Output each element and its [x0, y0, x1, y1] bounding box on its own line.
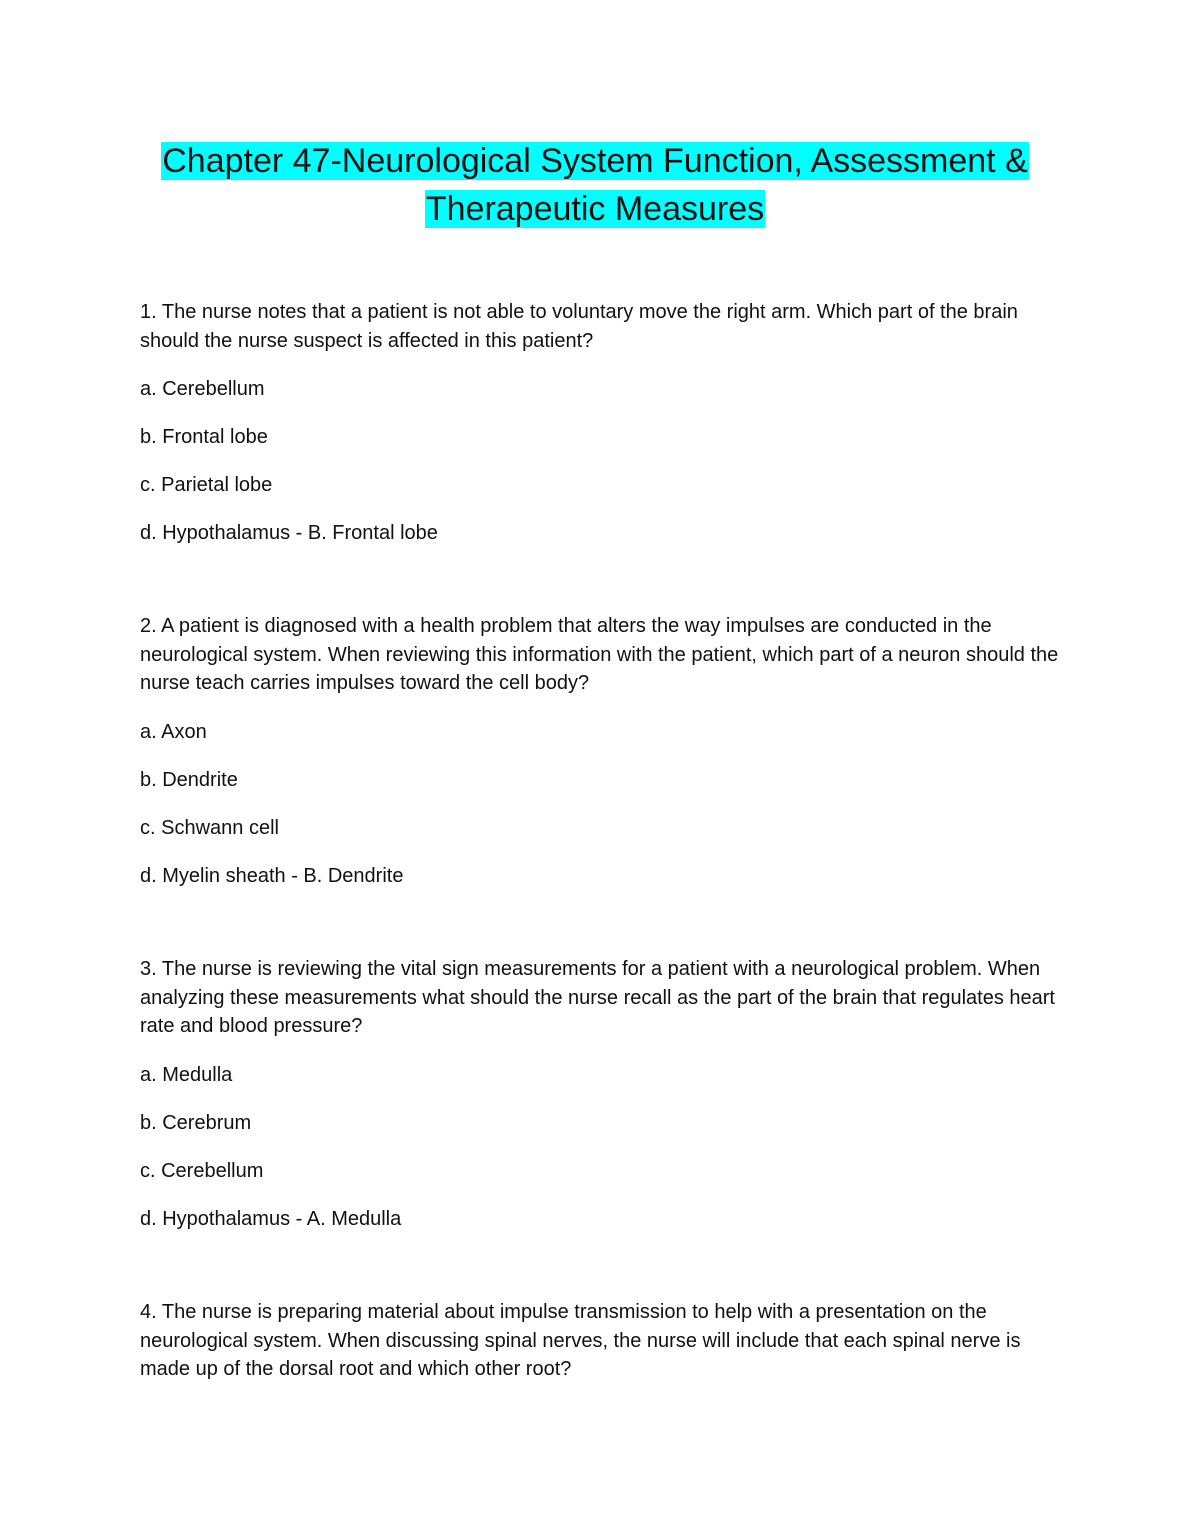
question-2: [140, 612, 1060, 890]
answer-option-b: b. Dendrite: [140, 768, 238, 791]
question-4: [140, 1298, 1060, 1384]
answer-option-c: c. Schwann cell: [140, 816, 279, 839]
answer-option-d: d. Myelin sheath - B. Dendrite: [140, 864, 404, 887]
question-stem: 1. The nurse notes that a patient is not able to voluntary move the right arm. Which part of the brain should the nurse suspect is affected in this patient?: [140, 301, 1018, 352]
question-1: [140, 298, 1060, 547]
page-title: [100, 137, 1090, 233]
question-stem: 3. The nurse is reviewing the vital sign measurements for a patient with a neurological problem. When analyzing these measurements what should the nurse recall as the part of the brain that regulates heart rate and blood pressure?: [140, 958, 1055, 1037]
answer-option-a: a. Medulla: [140, 1063, 233, 1086]
question-3: [140, 955, 1060, 1233]
question-stem: 2. A patient is diagnosed with a health problem that alters the way impulses are conducted in the neurological system. When reviewing this information with the patient, which part of a neuron should the nurse teach carries impulses toward the cell body?: [140, 615, 1059, 694]
answer-option-b: b. Cerebrum: [140, 1111, 252, 1134]
answer-option-a: a. Cerebellum: [140, 378, 265, 400]
answer-option-d: d. Hypothalamus - A. Medulla: [140, 1207, 402, 1230]
title-line-1: Chapter 47-Neurological System Function, Assessment &: [162, 142, 1028, 180]
answer-option-c: c. Cerebellum: [140, 1159, 264, 1182]
question-stem: 4. The nurse is preparing material about impulse transmission to help with a presentation on the neurological system. When discussing spinal nerves, the nurse will include that each spinal nerve is made up of the dorsal root and which other root?: [140, 1301, 1021, 1380]
answer-option-b: b. Frontal lobe: [140, 426, 268, 448]
answer-option-d: d. Hypothalamus - B. Frontal lobe: [140, 522, 438, 544]
answer-option-c: c. Parietal lobe: [140, 474, 273, 496]
answer-option-a: a. Axon: [140, 720, 207, 743]
title-line-2: Therapeutic Measures: [425, 190, 765, 228]
